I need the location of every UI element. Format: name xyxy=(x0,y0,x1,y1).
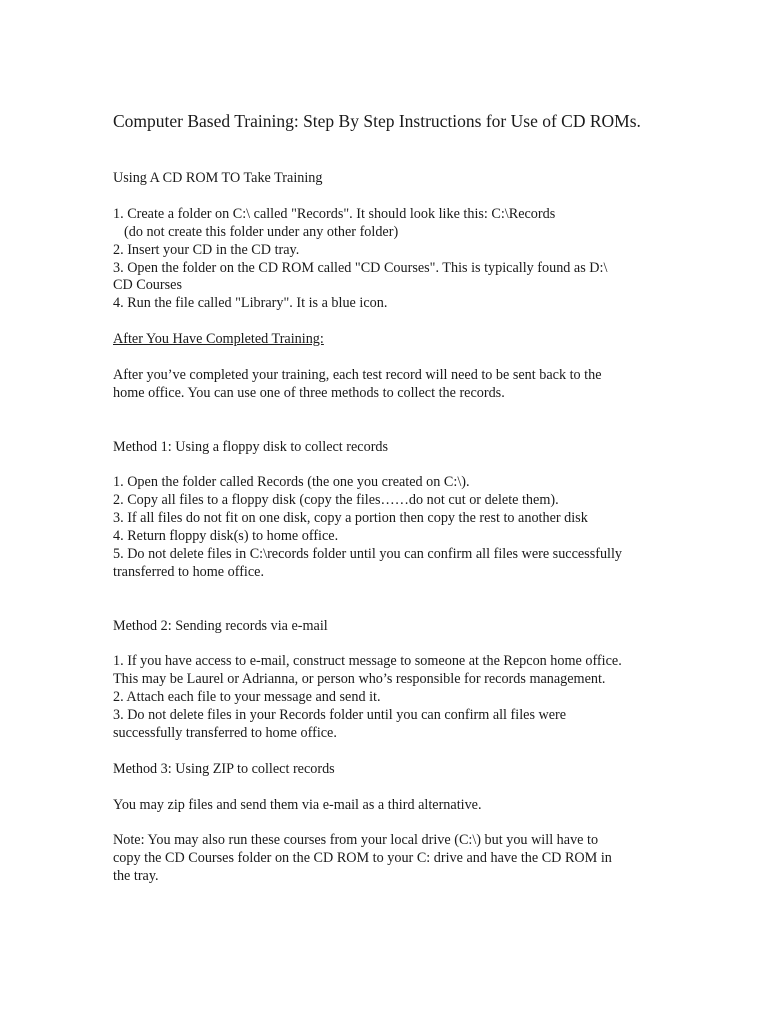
instruction-line: successfully transferred to home office. xyxy=(113,724,337,741)
note-line: copy the CD Courses folder on the CD ROM to your C: drive and have the CD ROM in xyxy=(113,850,612,867)
instruction-line: 2. Insert your CD in the CD tray. xyxy=(113,241,300,258)
paragraph-line: home office. You can use one of three methods to collect the records. xyxy=(113,384,505,401)
instruction-line: 1. If you have access to e-mail, construct message to someone at the Repcon home office. xyxy=(113,653,622,670)
instruction-line: 4. Return floppy disk(s) to home office. xyxy=(113,528,339,545)
instruction-line: CD Courses xyxy=(113,277,182,294)
instruction-line: 2. Copy all files to a floppy disk (copy the files……do not cut or delete them). xyxy=(113,492,559,509)
instruction-line: This may be Laurel or Adrianna, or person who’s responsible for records management. xyxy=(113,671,606,688)
note-line: Note: You may also run these courses from your local drive (C:\) but you will have to xyxy=(113,832,599,849)
section-heading-using-cd: Using A CD ROM TO Take Training xyxy=(113,170,323,186)
method-3-heading: Method 3: Using ZIP to collect records xyxy=(113,760,335,777)
instruction-line: 4. Run the file called "Library". It is a blue icon. xyxy=(113,295,388,312)
note-line: the tray. xyxy=(113,868,159,885)
instruction-line: (do not create this folder under any other folder) xyxy=(124,223,399,240)
instruction-line: 1. Create a folder on C:\ called "Records". It should look like this: C:\Records xyxy=(113,205,556,222)
method-2-heading: Method 2: Sending records via e-mail xyxy=(113,617,328,634)
section-heading-after-training: After You Have Completed Training: xyxy=(113,331,324,348)
paragraph-line: After you’ve completed your training, each test record will need to be sent back to the xyxy=(113,366,602,383)
method-1-heading: Method 1: Using a floppy disk to collect records xyxy=(113,438,389,455)
instruction-line: 3. Do not delete files in your Records folder until you can confirm all files were xyxy=(113,707,567,724)
document-title: Computer Based Training: Step By Step Instructions for Use of CD ROMs. xyxy=(113,111,641,131)
instruction-line: 1. Open the folder called Records (the one you created on C:\). xyxy=(113,474,470,491)
instruction-line: 3. If all files do not fit on one disk, copy a portion then copy the rest to another disk xyxy=(113,510,588,527)
instruction-line: transferred to home office. xyxy=(113,563,265,580)
paragraph-line: You may zip files and send them via e-mail as a third alternative. xyxy=(113,796,482,813)
document-body xyxy=(113,170,673,886)
instruction-line: 2. Attach each file to your message and send it. xyxy=(113,689,381,706)
instruction-line: 3. Open the folder on the CD ROM called "CD Courses". This is typically found as D:\ xyxy=(113,259,608,276)
instruction-line: 5. Do not delete files in C:\records folder until you can confirm all files were successfully xyxy=(113,545,623,562)
